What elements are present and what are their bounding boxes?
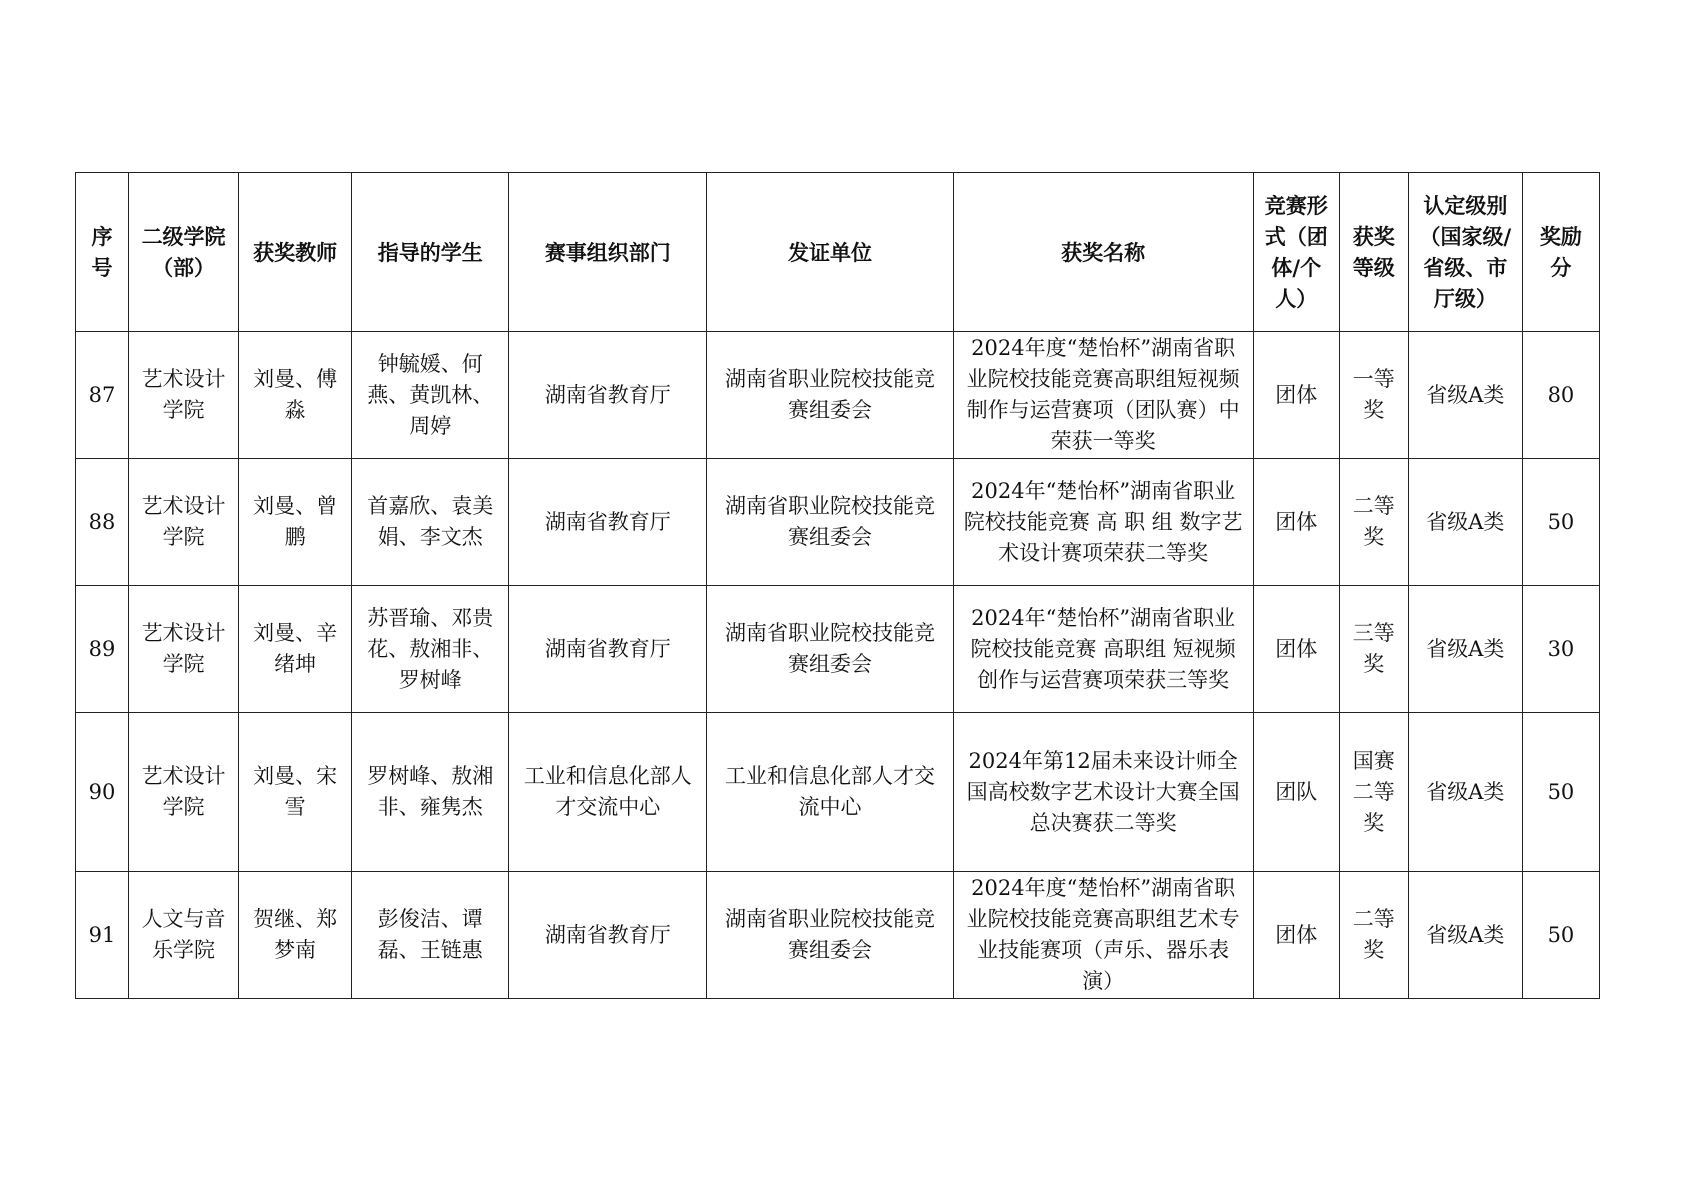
- cell-award: 2024年度“楚怡杯”湖南省职业院校技能竞赛高职组短视频制作与运营赛项（团队赛）中荣获一等奖: [953, 332, 1253, 459]
- cell-points: 50: [1522, 872, 1599, 999]
- cell-form: 团体: [1253, 872, 1339, 999]
- cell-students: 首嘉欣、袁美娟、李文杰: [352, 459, 509, 586]
- cell-issuer: 湖南省职业院校技能竞赛组委会: [707, 872, 953, 999]
- awards-table: [75, 172, 1600, 999]
- cell-grade: 省级A类: [1408, 586, 1522, 713]
- cell-college: 艺术设计学院: [129, 332, 239, 459]
- cell-issuer: 工业和信息化部人才交流中心: [707, 713, 953, 872]
- cell-issuer: 湖南省职业院校技能竞赛组委会: [707, 332, 953, 459]
- cell-award: 2024年度“楚怡杯”湖南省职业院校技能竞赛高职组艺术专业技能赛项（声乐、器乐表演）: [953, 872, 1253, 999]
- table-row: [76, 586, 1600, 713]
- cell-students: 彭俊洁、谭磊、王链惠: [352, 872, 509, 999]
- cell-grade: 省级A类: [1408, 332, 1522, 459]
- header-teacher: 获奖教师: [239, 173, 352, 332]
- cell-level: 三等奖: [1339, 586, 1408, 713]
- cell-points: 50: [1522, 713, 1599, 872]
- cell-no: 88: [76, 459, 129, 586]
- header-no: 序号: [76, 173, 129, 332]
- cell-grade: 省级A类: [1408, 872, 1522, 999]
- cell-grade: 省级A类: [1408, 713, 1522, 872]
- header-form: 竞赛形式（团体/个人）: [1253, 173, 1339, 332]
- header-issuer: 发证单位: [707, 173, 953, 332]
- cell-level: 二等奖: [1339, 872, 1408, 999]
- cell-level: 一等奖: [1339, 332, 1408, 459]
- cell-no: 91: [76, 872, 129, 999]
- cell-issuer: 湖南省职业院校技能竞赛组委会: [707, 459, 953, 586]
- header-level: 获奖等级: [1339, 173, 1408, 332]
- cell-no: 90: [76, 713, 129, 872]
- table-row: [76, 459, 1600, 586]
- cell-award: 2024年第12届未来设计师全国高校数字艺术设计大赛全国总决赛获二等奖: [953, 713, 1253, 872]
- cell-teacher: 刘曼、傅淼: [239, 332, 352, 459]
- cell-points: 50: [1522, 459, 1599, 586]
- cell-level: 国赛二等奖: [1339, 713, 1408, 872]
- header-points: 奖励分: [1522, 173, 1599, 332]
- cell-points: 80: [1522, 332, 1599, 459]
- cell-teacher: 贺继、郑梦南: [239, 872, 352, 999]
- cell-grade: 省级A类: [1408, 459, 1522, 586]
- cell-students: 钟毓媛、何燕、黄凯林、周婷: [352, 332, 509, 459]
- cell-college: 艺术设计学院: [129, 459, 239, 586]
- cell-award: 2024年“楚怡杯”湖南省职业院校技能竞赛 高 职 组 数字艺术设计赛项荣获二等奖: [953, 459, 1253, 586]
- cell-teacher: 刘曼、曾鹏: [239, 459, 352, 586]
- cell-award: 2024年“楚怡杯”湖南省职业院校技能竞赛 高职组 短视频创作与运营赛项荣获三等奖: [953, 586, 1253, 713]
- cell-no: 87: [76, 332, 129, 459]
- cell-points: 30: [1522, 586, 1599, 713]
- cell-issuer: 湖南省职业院校技能竞赛组委会: [707, 586, 953, 713]
- header-college: 二级学院（部）: [129, 173, 239, 332]
- header-students: 指导的学生: [352, 173, 509, 332]
- header-row: [76, 173, 1600, 332]
- table-row: [76, 332, 1600, 459]
- table-row: [76, 713, 1600, 872]
- cell-form: 团队: [1253, 713, 1339, 872]
- cell-students: 罗树峰、敖湘非、雍隽杰: [352, 713, 509, 872]
- cell-teacher: 刘曼、宋雪: [239, 713, 352, 872]
- cell-organizer: 湖南省教育厅: [509, 586, 707, 713]
- cell-college: 艺术设计学院: [129, 586, 239, 713]
- cell-form: 团体: [1253, 459, 1339, 586]
- table-row: [76, 872, 1600, 999]
- cell-teacher: 刘曼、辛绪坤: [239, 586, 352, 713]
- cell-college: 人文与音乐学院: [129, 872, 239, 999]
- cell-organizer: 湖南省教育厅: [509, 332, 707, 459]
- header-organizer: 赛事组织部门: [509, 173, 707, 332]
- header-grade: 认定级别（国家级/省级、市厅级）: [1408, 173, 1522, 332]
- cell-organizer: 湖南省教育厅: [509, 872, 707, 999]
- cell-organizer: 湖南省教育厅: [509, 459, 707, 586]
- cell-students: 苏晋瑜、邓贵花、敖湘非、罗树峰: [352, 586, 509, 713]
- cell-no: 89: [76, 586, 129, 713]
- cell-level: 二等奖: [1339, 459, 1408, 586]
- cell-form: 团体: [1253, 332, 1339, 459]
- cell-college: 艺术设计学院: [129, 713, 239, 872]
- cell-form: 团体: [1253, 586, 1339, 713]
- cell-organizer: 工业和信息化部人才交流中心: [509, 713, 707, 872]
- header-award: 获奖名称: [953, 173, 1253, 332]
